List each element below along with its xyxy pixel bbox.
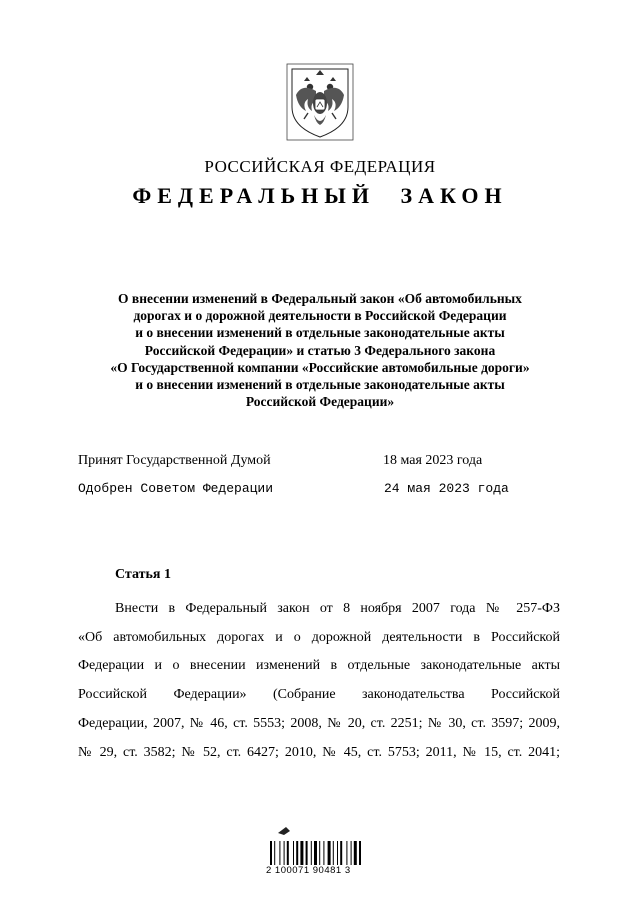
body-line: Федерации и о внесении изменений в отдельные законодательные акты	[78, 658, 560, 674]
title-line: Российской Федерации»	[245, 394, 395, 410]
article-heading: Статья 1	[115, 567, 171, 582]
law-type-heading: ФЕДЕРАЛЬНЫЙ ЗАКОН	[132, 183, 508, 208]
council-label: Одобрен Советом Федерации	[78, 481, 274, 496]
title-line: дорогах и о дорожной деятельности в Российской Федерации	[133, 308, 507, 324]
title-line: и о внесении изменений в отдельные законодательные акты	[135, 325, 505, 341]
body-line: Федерации, 2007, № 46, ст. 5553; 2008, № 20, ст. 2251; № 30, ст. 3597; 2009,	[78, 715, 560, 731]
body-line: № 29, ст. 3582; № 52, ст. 6427; 2010, № 45, ст. 5753; 2011, № 15, ст. 2041;	[78, 744, 560, 760]
duma-date: 18 мая 2023 года	[383, 453, 483, 468]
title-line: Российской Федерации» и статью 3 Федерального закона	[144, 342, 496, 358]
barcode-number: 2 100071 90481 3	[266, 865, 351, 876]
title-line: «О Государственной компании «Российские автомобильные дороги»	[110, 359, 530, 375]
body-line: «Об автомобильных дорогах и о дорожной деятельности в Российской	[78, 629, 560, 645]
country-name: РОССИЙСКАЯ ФЕДЕРАЦИЯ	[204, 157, 436, 176]
barcode-icon	[268, 825, 374, 867]
council-date: 24 мая 2023 года	[384, 481, 509, 496]
title-line: и о внесении изменений в отдельные законодательные акты	[135, 377, 505, 393]
body-line: Внести в Федеральный закон от 8 ноября 2007 года № 257-ФЗ	[115, 601, 560, 616]
duma-label: Принят Государственной Думой	[78, 453, 271, 468]
law-title	[70, 290, 570, 410]
title-line: О внесении изменений в Федеральный закон «Об автомобильных	[118, 291, 522, 306]
coat-of-arms-emblem	[286, 63, 354, 141]
body-line: Российской Федерации» (Собрание законодательства Российской	[78, 687, 560, 703]
article-body	[78, 595, 560, 767]
